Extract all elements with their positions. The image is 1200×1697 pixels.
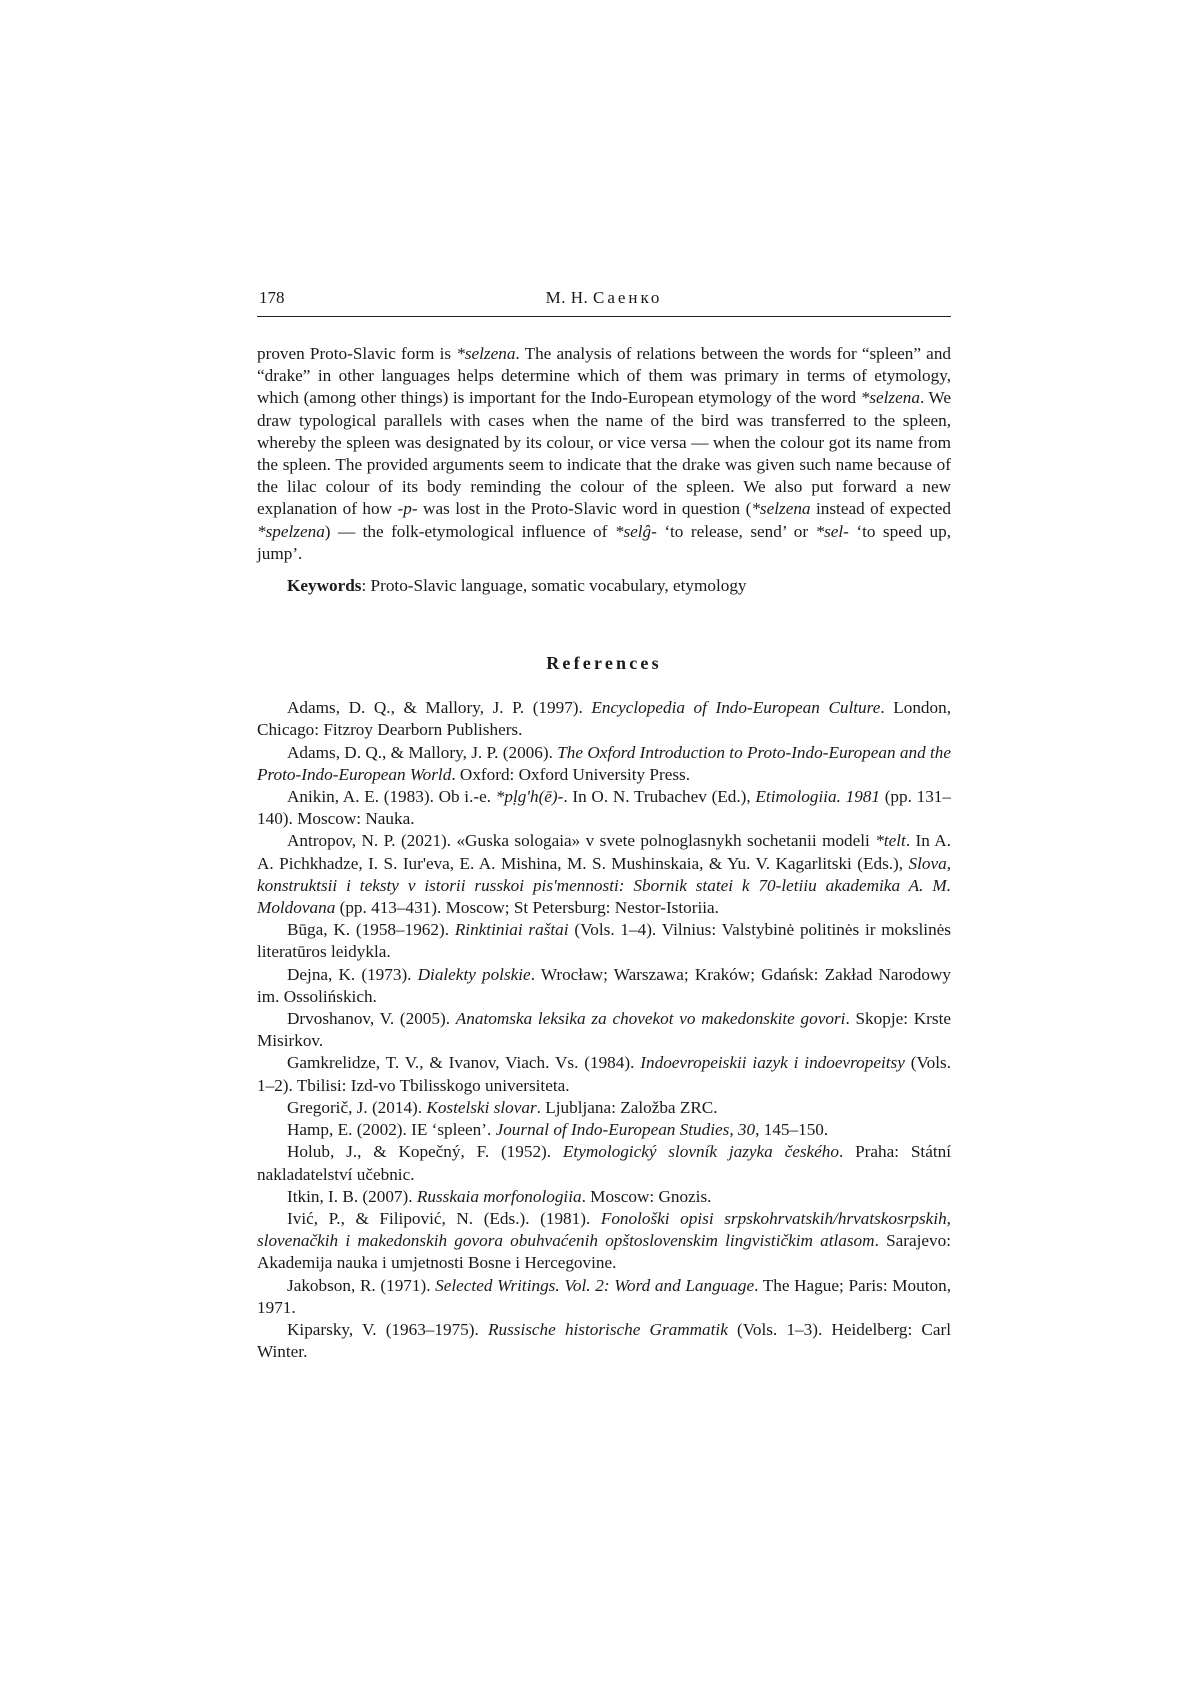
reference-item: Holub, J., & Kopečný, F. (1952). Etymologický slovník jazyka českého. Praha: Státní nakladatelství učebnic. bbox=[257, 1142, 951, 1184]
abstract-text: ) — the folk-etymological influence of bbox=[324, 521, 615, 541]
abstract-text: ‘to speed up, jump’. bbox=[257, 521, 951, 563]
reference-item: Kiparsky, V. (1963–1975). Russische historische Grammatik (Vols. 1–3). Heidelberg: Carl Winter. bbox=[257, 1319, 952, 1362]
abstract-text: . We draw typological parallels with cases when the name of the bird was transferred to the spleen, whereby the spleen was designated by its colour, or vice versa — when the colour got its name from the spleen. The provided arguments seem to indicate that the drake was given such name because of the lilac colour of its body reminding the colour of the spleen. We also put forward a new explanation of how bbox=[257, 388, 951, 519]
references-list bbox=[257, 697, 951, 1363]
reference-item: Jakobson, R. (1971). Selected Writings. Vol. 2: Word and Language. The Hague; Paris: Mouton, 1971. bbox=[257, 1275, 951, 1317]
running-title bbox=[257, 288, 951, 308]
reference-item: Būga, K. (1958–1962). Rinktiniai raštai (Vols. 1–4). Vilnius: Valstybinė politinės ir mokslinės literatūros leidykla. bbox=[257, 920, 951, 962]
reference-item: Gregorič, J. (2014). Kostelski slovar. Ljubljana: Založba ZRC. bbox=[287, 1097, 718, 1117]
page-number: 178 bbox=[259, 288, 285, 307]
page bbox=[257, 286, 951, 1363]
abstract-text: . The analysis of relations between the words for “spleen” and “drake” in other languages helps determine which of them was primary in terms of etymology, which (among other things) is important for the Indo-European etymology of the word bbox=[257, 344, 952, 408]
author-initials: М. Н. bbox=[545, 288, 589, 307]
reference-item: Ivić, P., & Filipović, N. (Eds.). (1981). Fonološki opisi srpskohrvatskih/hrvatskosrpskih, slovenačkih i makedonskih govora obuhvaćenih opštoslovenskim lingvističkim atlasom. Sarajevo: Akademija nauka i umjetnosti Bosne i Hercegovine. bbox=[257, 1208, 951, 1273]
reference-item: Anikin, A. E. (1983). Ob i.-e. *pḷg'h(ē)-. In O. N. Trubachev (Ed.), Etimologiia. 1981 (pp. 131–140). Moscow: Nauka. bbox=[257, 787, 951, 829]
abstract-text: proven Proto-Slavic form is bbox=[257, 344, 457, 363]
keywords bbox=[257, 575, 951, 597]
reference-item: Adams, D. Q., & Mallory, J. P. (1997). Encyclopedia of Indo-European Culture. London, Chicago: Fitzroy Dearborn Publishers. bbox=[257, 698, 951, 740]
abstract-term: *selzena bbox=[860, 388, 920, 408]
abstract-term: -p- bbox=[397, 499, 418, 519]
abstract-term: *sel- bbox=[815, 521, 849, 541]
abstract-term: *selzena bbox=[751, 499, 811, 519]
abstract-text: ‘to release, send’ or bbox=[656, 521, 816, 541]
abstract-term: *selzena bbox=[456, 344, 516, 363]
abstract-term: *spelzena bbox=[257, 521, 325, 541]
abstract-term: *selĝ- bbox=[614, 521, 657, 541]
abstract bbox=[257, 343, 951, 565]
keywords-label: Keywords bbox=[287, 576, 362, 596]
keywords-text: : Proto-Slavic language, somatic vocabulary, etymology bbox=[361, 576, 747, 596]
reference-item: Antropov, N. P. (2021). «Guska sologaia» v svete polnoglasnykh sochetanii modeli *telt. In A. A. Pichkhadze, I. S. Iur'eva, E. A. Mishina, M. S. Mushinskaia, & Yu. V. Kagarlitski (Eds.), Slova, konstruktsii i teksty v istorii russkoi pis'mennosti: Sbornik statei k 70-letiiu akademika A. M. Moldovana (pp. 413–431). Moscow; St Petersburg: Nestor-Istoriia. bbox=[257, 831, 952, 918]
reference-item: Itkin, I. B. (2007). Russkaia morfonologiia. Moscow: Gnozis. bbox=[287, 1186, 712, 1206]
reference-item: Drvoshanov, V. (2005). Anatomska leksika za chovekot vo makedonskite govori. Skopje: Krste Misirkov. bbox=[257, 1009, 952, 1051]
reference-item: Gamkrelidze, T. V., & Ivanov, Viach. Vs. (1984). Indoevropeiskii iazyk i indoevropeitsy (Vols. 1–2). Tbilisi: Izd-vo Tbilisskogo universiteta. bbox=[257, 1053, 951, 1095]
author-surname: Саенко bbox=[592, 288, 663, 307]
reference-item: Dejna, K. (1973). Dialekty polskie. Wrocław; Warszawa; Kraków; Gdańsk: Zakład Narodowy im. Ossolińskich. bbox=[257, 964, 951, 1006]
reference-item: Adams, D. Q., & Mallory, J. P. (2006). The Oxford Introduction to Proto-Indo-European and the Proto-Indo-European World. Oxford: Oxford University Press. bbox=[257, 742, 951, 784]
abstract-text: instead of expected bbox=[810, 499, 951, 519]
references-heading: References bbox=[546, 653, 662, 674]
abstract-paragraph bbox=[257, 343, 951, 565]
reference-item: Hamp, E. (2002). IE ‘spleen’. Journal of Indo-European Studies, 30, 145–150. bbox=[287, 1120, 829, 1140]
abstract-text: was lost in the Proto-Slavic word in question ( bbox=[417, 499, 752, 519]
running-head bbox=[257, 286, 951, 317]
